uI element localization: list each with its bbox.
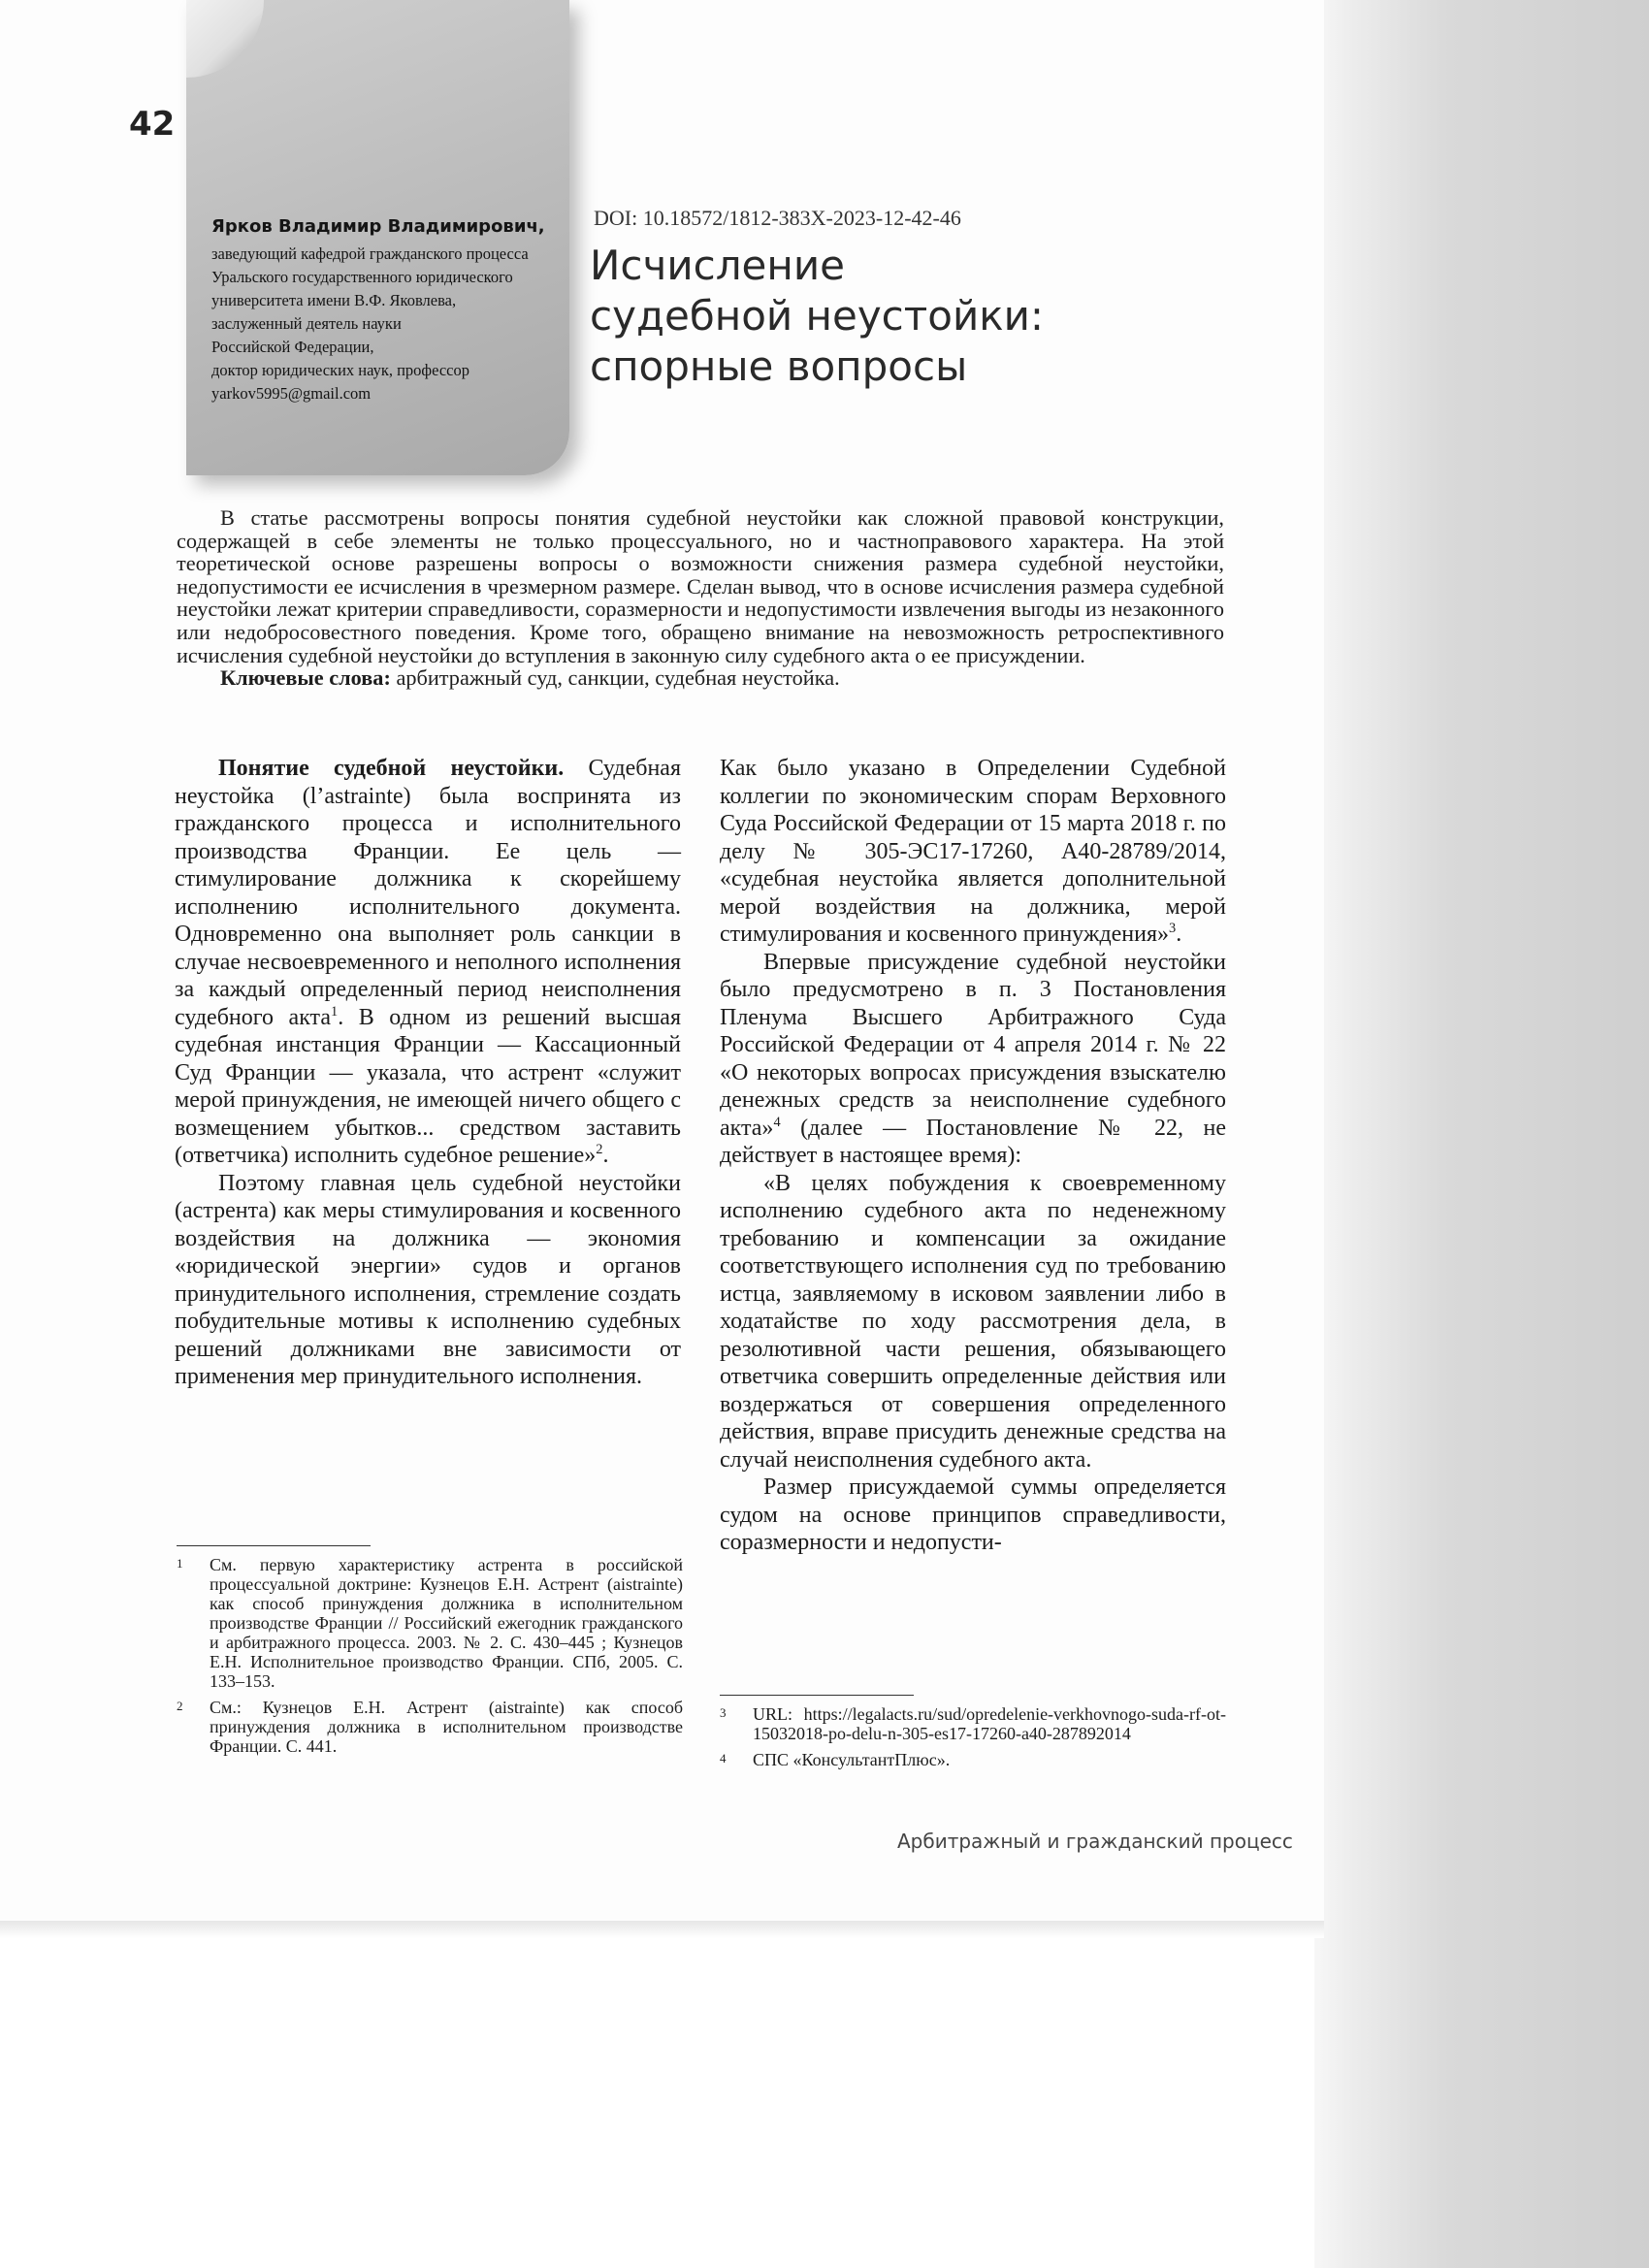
footnote-divider xyxy=(720,1695,914,1696)
footnote-number: 2 xyxy=(177,1699,183,1713)
page-edge-shadow xyxy=(0,1921,1324,1938)
paragraph: Размер присуждаемой суммы определяется судом на основе принципов справедливости, соразмерности и недопусти- xyxy=(720,1474,1226,1555)
title-line: Исчисление xyxy=(590,242,845,289)
footnote-ref: 2 xyxy=(596,1142,603,1157)
paragraph xyxy=(720,755,1226,949)
paragraph-text: (далее — Постановление № 22, не действует в настоящее время): xyxy=(720,1115,1226,1168)
paragraph: Поэтому главная цель судебной неустойки (астрента) как меры стимулирования и косвенного воздействия на должника — экономия «юридической энергии» судов и органов принудительного исполнения, стремление создать побудительные мотивы к исполнению судебных решений должниками вне зависимости от применения мер принудительного исполнения. xyxy=(175,1170,681,1389)
doi: DOI: 10.18572/1812-383X-2023-12-42-46 xyxy=(594,206,961,230)
journal-name-footer: Арбитражный и гражданский процесс xyxy=(897,1830,1293,1853)
footnote-text: См.: Кузнецов Е.Н. Астрент (aistrainte) как способ принуждения должника в исполнительном производстве Франции. С. 441. xyxy=(210,1698,683,1756)
scan-background xyxy=(1314,0,1649,2268)
author-line: Российской Федерации, xyxy=(211,338,374,356)
section-heading: Понятие судебной неустойки. xyxy=(218,756,565,781)
abstract-text: В статье рассмотрены вопросы понятия судебной неустойки как сложной правовой конструкции, содержащей в себе элементы не только процессуального, но и частноправового характера. На этой теоретической основе разрешены вопросы о возможности снижения размера судебной неустойки, недопустимости ее исчисления в чрезмерном размере. Сделан вывод, что в основе исчисления размера судебной неустойки лежат критерии справедливости, соразмерности и недопустимости извлечения выгоды из незаконного или недобросовестного поведения. Кроме того, обращено внимание на невозможность ретроспективного исчисления судебной неустойки до вступления в законную силу судебного акта о ее присуждении. xyxy=(177,505,1224,667)
footnote xyxy=(720,1704,1226,1743)
keywords-list: арбитражный суд, санкции, судебная неустойка. xyxy=(396,665,840,691)
author-line: Уральского государственного юридического xyxy=(211,268,513,286)
footnote xyxy=(720,1750,1226,1769)
paragraph: «В целях побуждения к своевременному исполнению судебного акта по неденежному требованию и компенсации за ожидание соответствующего исполнения суд по требованию истца, заявляемому в исковом заявлении либо в ходатайстве по ходу рассмотрения дела, в резолютивной части решения, обязывающего ответчика совершить определенные действия или воздержаться от совершения определенного действия, вправе присудить денежные средства на случай неисполнения судебного акта. xyxy=(720,1170,1226,1473)
footnote-text: См. первую характеристику астрента в российской процессуальной доктрине: Кузнецов Е.Н. Астрент (aistrainte) как способ принуждения должника в исполнительном производстве Франции // Российский ежегодник гражданского и арбитражного процесса. 2003. № 2. С. 430–445 ; Кузнецов Е.Н. Исполнительное производство Франции. СПб, 2005. С. 133–153. xyxy=(210,1555,683,1691)
body-column-right xyxy=(720,755,1226,1557)
footnote-divider xyxy=(177,1545,371,1546)
author-line: университета имени В.Ф. Яковлева, xyxy=(211,291,457,309)
footnote-number: 4 xyxy=(720,1751,727,1766)
author-line: доктор юридических наук, профессор xyxy=(211,361,470,379)
footnote-text: URL: https://legalacts.ru/sud/opredelenie-verkhovnogo-suda-rf-ot-15032018-po-delu-n-305-es17-17260-a40-287892014 xyxy=(753,1704,1226,1743)
footnote-ref: 3 xyxy=(1169,921,1177,936)
paragraph xyxy=(720,949,1226,1170)
paragraph xyxy=(175,755,681,1170)
keywords-label: Ключевые слова: xyxy=(220,665,391,691)
author-email: yarkov5995@gmail.com xyxy=(211,384,372,403)
footnote-ref: 1 xyxy=(330,1003,339,1020)
footnote xyxy=(177,1555,683,1691)
footnote-ref: 4 xyxy=(773,1114,781,1130)
body-column-left xyxy=(175,755,681,1391)
paragraph-text: Судебная неустойка (l’astrainte) была воспринята из гражданского процесса и исполнительного производства Франции. Ее цель — стимулирование должника к скорейшему исполнению исполнительного документа. Одновременно она выполняет роль санкции в случае несвоевременного и неполного исполнения за каждый определенный период неисполнения судебного акта xyxy=(175,756,681,1030)
paragraph-text: Как было указано в Определении Судебной коллегии по экономическим спорам Верховного Суда Российской Федерации от 15 марта 2018 г. по делу № 305-ЭС17-17260, А40-28789/2014, «судебная неустойка является дополнительной мерой воздействия на должника, мерой стимулирования и косвенного принуждения» xyxy=(720,756,1226,947)
page-curl-decoration xyxy=(186,0,264,78)
footnote xyxy=(177,1698,683,1756)
title-line: спорные вопросы xyxy=(590,342,968,390)
paragraph-text: . xyxy=(602,1143,609,1168)
author-line: заслуженный деятель науки xyxy=(211,314,402,333)
keywords xyxy=(177,666,1224,690)
author-info xyxy=(211,215,561,405)
title-line: судебной неустойки: xyxy=(590,292,1045,340)
paragraph-text: Впервые присуждение судебной неустойки было предусмотрено в п. 3 Постановления Пленума Высшего Арбитражного Суда Российской Федерации от 4 апреля 2014 г. № 22 «О некоторых вопросах присуждения взыскателю денежных средств за неисполнение судебного акта» xyxy=(720,949,1226,1141)
paragraph-text: . В одном из решений высшая судебная инстанция Франции — Кассационный Суд Франции — указала, что астрент «служит мерой принуждения, не имеющей ничего общего с возмещением убытков... средством заставить (ответчика) исполнить судебное решение» xyxy=(175,1004,681,1168)
abstract xyxy=(177,506,1224,690)
paragraph-text: . xyxy=(1176,922,1182,947)
footnotes-right xyxy=(720,1704,1226,1776)
article-title xyxy=(590,241,1094,392)
footnote-text: СПС «КонсультантПлюс». xyxy=(753,1750,951,1769)
footnote-number: 3 xyxy=(720,1705,727,1720)
footnote-number: 1 xyxy=(177,1556,183,1571)
footnotes-left xyxy=(177,1555,683,1763)
author-name: Ярков Владимир Владимирович, xyxy=(211,216,545,237)
author-line: заведующий кафедрой гражданского процесса xyxy=(211,244,529,263)
page-number: 42 xyxy=(129,105,176,144)
